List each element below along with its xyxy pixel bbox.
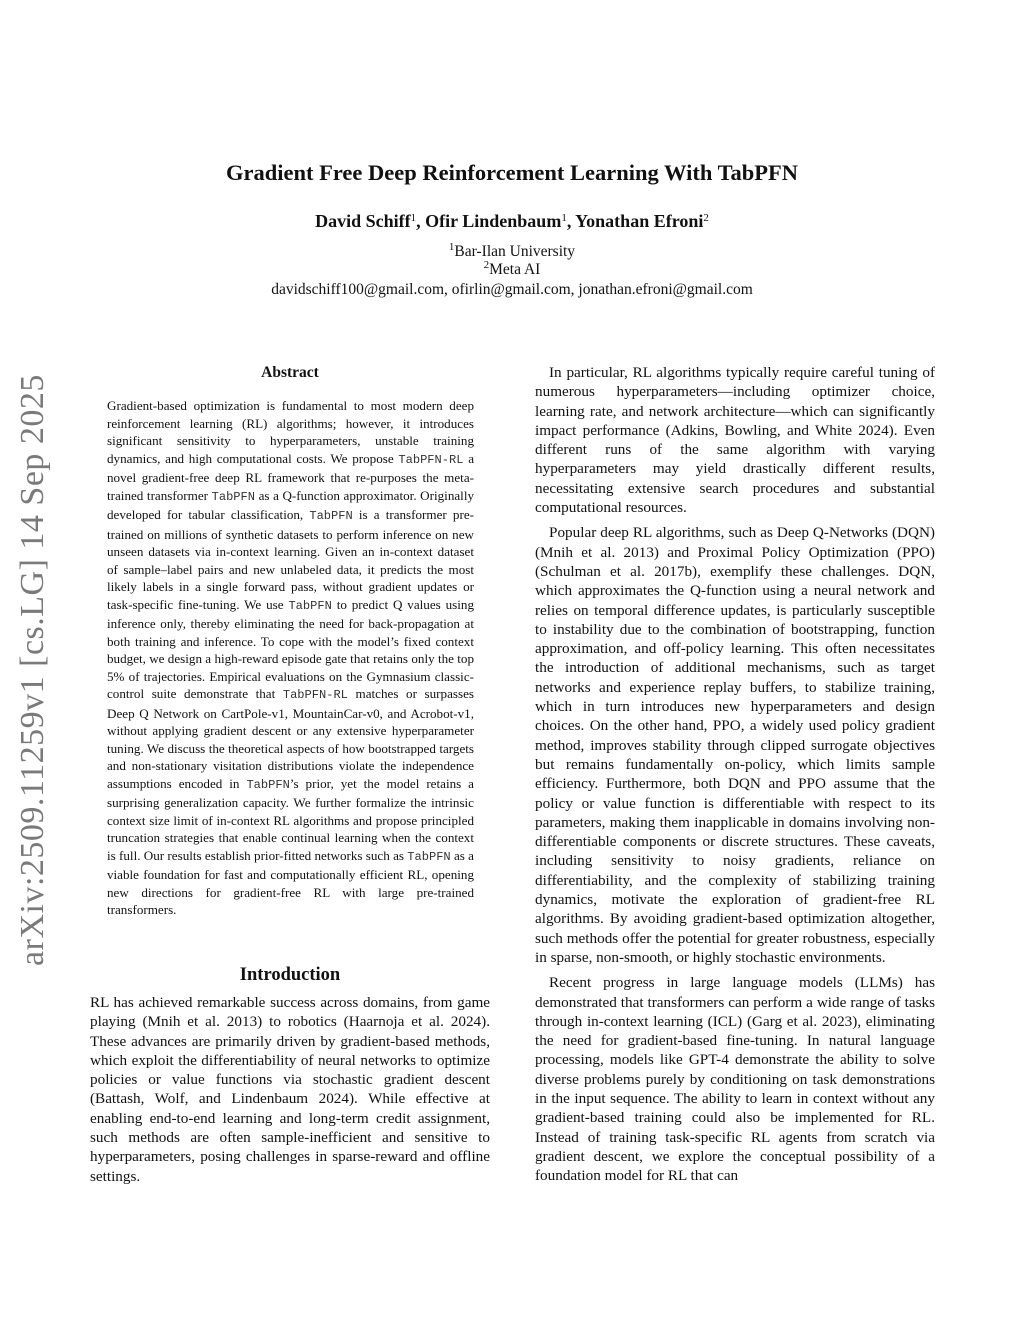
section-heading-introduction: Introduction (239, 965, 341, 985)
body-paragraph: Recent progress in large language models (LLMs) has demonstrated that transformers can perform a wide range of tasks through in-context learning (ICL) (Garg et al. 2023), eliminating the need for gradient-based fine-tuning. In natural language processing, models like GPT-4 demonstrate the ability to solve diverse problems purely by conditioning on task demonstrations in the input sequence. The ability to learn in context without any gradient-based training could also be implemented for RL. Instead of training task-specific RL agents from scratch via gradient descent, we explore the conceptual possibility of a foundation model for RL that can (535, 974, 935, 1185)
abstract-text: as a Q-function approximator. Originally developed for tabular classification, (107, 487, 474, 522)
abstract-text: is a transformer pre-trained on millions of synthetic datasets to perform inference on new unseen datasets via in-context learning. Given an in-context dataset of sample–label pairs and new unlabeled data, it predicts the most likely labels in a single forward pass, without gradient updates or task-specific fine-tuning. We use (107, 507, 474, 612)
author-affil-mark: 1 (410, 212, 417, 224)
code-term: TabPFN (288, 598, 332, 613)
abstract-text: as a viable foundation for fast and computationally efficient RL, opening new directions for gradient-free RL with large pre-trained transformers. (107, 847, 474, 917)
author-affil-mark: 1 (561, 212, 567, 224)
code-term: TabPFN (211, 489, 255, 504)
code-term: TabPFN-RL (282, 688, 348, 702)
intro-paragraph: RL has achieved remarkable success across domains, from game playing (Mnih et al. 2013) to robotics (Haarnoja et al. 2024). These advances are primarily driven by gradient-based methods, which exploit the differentiability of neural networks to optimize policies or value functions via stochastic gradient descent (Battash, Wolf, and Lindenbaum 2024). While effective at enabling end-to-end learning and long-term credit assignment, such methods are often sample-inefficient and sensitive to hyperparameters, posing challenges in sparse-reward and offline settings. (90, 994, 490, 1185)
abstract-text: ’s prior, yet the model retains a surprising generalization capacity. We further formalize the intrinsic context size limit of in-context RL algorithms and propose principled truncation strategies that enable continual learning when the context is full. Our results establish prior-fitted networks such as (107, 775, 474, 863)
author-name: David Schiff (315, 211, 411, 231)
body-paragraph: In particular, RL algorithms typically require careful tuning of numerous hyperparameters—including optimizer choice, learning rate, and network architecture—which can significantly impact performance (Adkins, Bowling, and White 2024). Even different runs of the same algorithm with varying hyperparameters may yield drastically different results, necessitating extensive search procedures and substantial computational resources. (535, 364, 935, 517)
arxiv-side-stamp: arXiv:2509.11259v1 [cs.LG] 14 Sep 2025 (14, 374, 51, 966)
abstract-text: Gradient-based optimization is fundamental to most modern deep reinforcement learning (RL) algorithms; however, it introduces significant sensitivity to hyperparameters, unstable training dynamics, and high computational costs. We propose (107, 398, 474, 466)
code-term: TabPFN (309, 509, 353, 523)
author-emails: davidschiff100@gmail.com, ofirlin@gmail.com, jonathan.efroni@gmail.com (271, 281, 753, 298)
abstract-heading: Abstract (261, 364, 319, 381)
author-name: Yonathan Efroni (575, 211, 704, 231)
abstract-text: to predict Q values using inference only, thereby eliminating the need for back-propagation at both training and inference. To cope with the model’s fixed context budget, we design a high-reward episode gate that retains only the top 5% of trajectories. Empirical evaluations on the Gymnasium classic-control suite demonstrate that (107, 596, 474, 701)
affiliation (0, 242, 1024, 262)
abstract-text: matches or surpasses Deep Q Network on CartPole-v1, MountainCar-v0, and Acrobot-v1, without applying gradient descent or any extensive hyperparameter tuning. We discuss the theoretical aspects of how bootstrapped targets and non-stationary visitation distributions violate the independence assumptions encoded in (107, 686, 474, 791)
affiliation-name: Meta AI (489, 261, 541, 278)
affiliation-mark: 1 (448, 241, 455, 253)
right-column (535, 363, 935, 1191)
abstract-text: a novel gradient-free deep RL framework that re-purposes the meta-trained transformer (107, 450, 474, 503)
code-term: TabPFN (246, 777, 290, 792)
abstract-body (107, 397, 474, 919)
body-paragraph: Popular deep RL algorithms, such as Deep Q-Networks (DQN) (Mnih et al. 2013) and Proximal Policy Optimization (PPO) (Schulman et al. 2017b), exemplify these challenges. DQN, which approximates the Q-function using a neural network and relies on temporal difference updates, is particularly susceptible to instability due to the combination of bootstrapping, function approximation, and off-policy learning. This often necessitates the introduction of additional mechanisms, such as target networks and experience replay buffers, to stabilize training, which in turn introduces new hyperparameters and design choices. On the other hand, PPO, a widely used policy gradient method, improves stability through clipped surrogate objectives but remains fundamentally on-policy, which limits sample efficiency. Furthermore, both DQN and PPO assume that the policy or value function is differentiable with respect to its parameters, making them inapplicable in domains involving non-differentiable components or discrete structures. These caveats, including sensitivity to noisy gradients, reliance on differentiability, and the complexity of stabilizing training dynamics, motivate the exploration of gradient-free RL algorithms. By avoiding gradient-based optimization altogether, such methods offer the potential for greater robustness, especially in sparse, non-smooth, or highly stochastic environments. (535, 524, 935, 966)
affiliation-name: Bar-Ilan University (454, 243, 576, 260)
code-term: TabPFN (407, 849, 451, 864)
author-list: David Schiff$^1$, Ofir Lindenbaum$^1$, Yonathan Efroni$^2$ (315, 211, 709, 231)
author-name: Ofir Lindenbaum (425, 211, 562, 231)
affiliation (0, 260, 1024, 280)
code-term: TabPFN-RL (398, 452, 464, 467)
author-affil-mark: 2 (703, 212, 709, 224)
paper-title: Gradient Free Deep Reinforcement Learning With TabPFN (225, 160, 799, 185)
affiliation-mark: 2 (483, 259, 490, 271)
